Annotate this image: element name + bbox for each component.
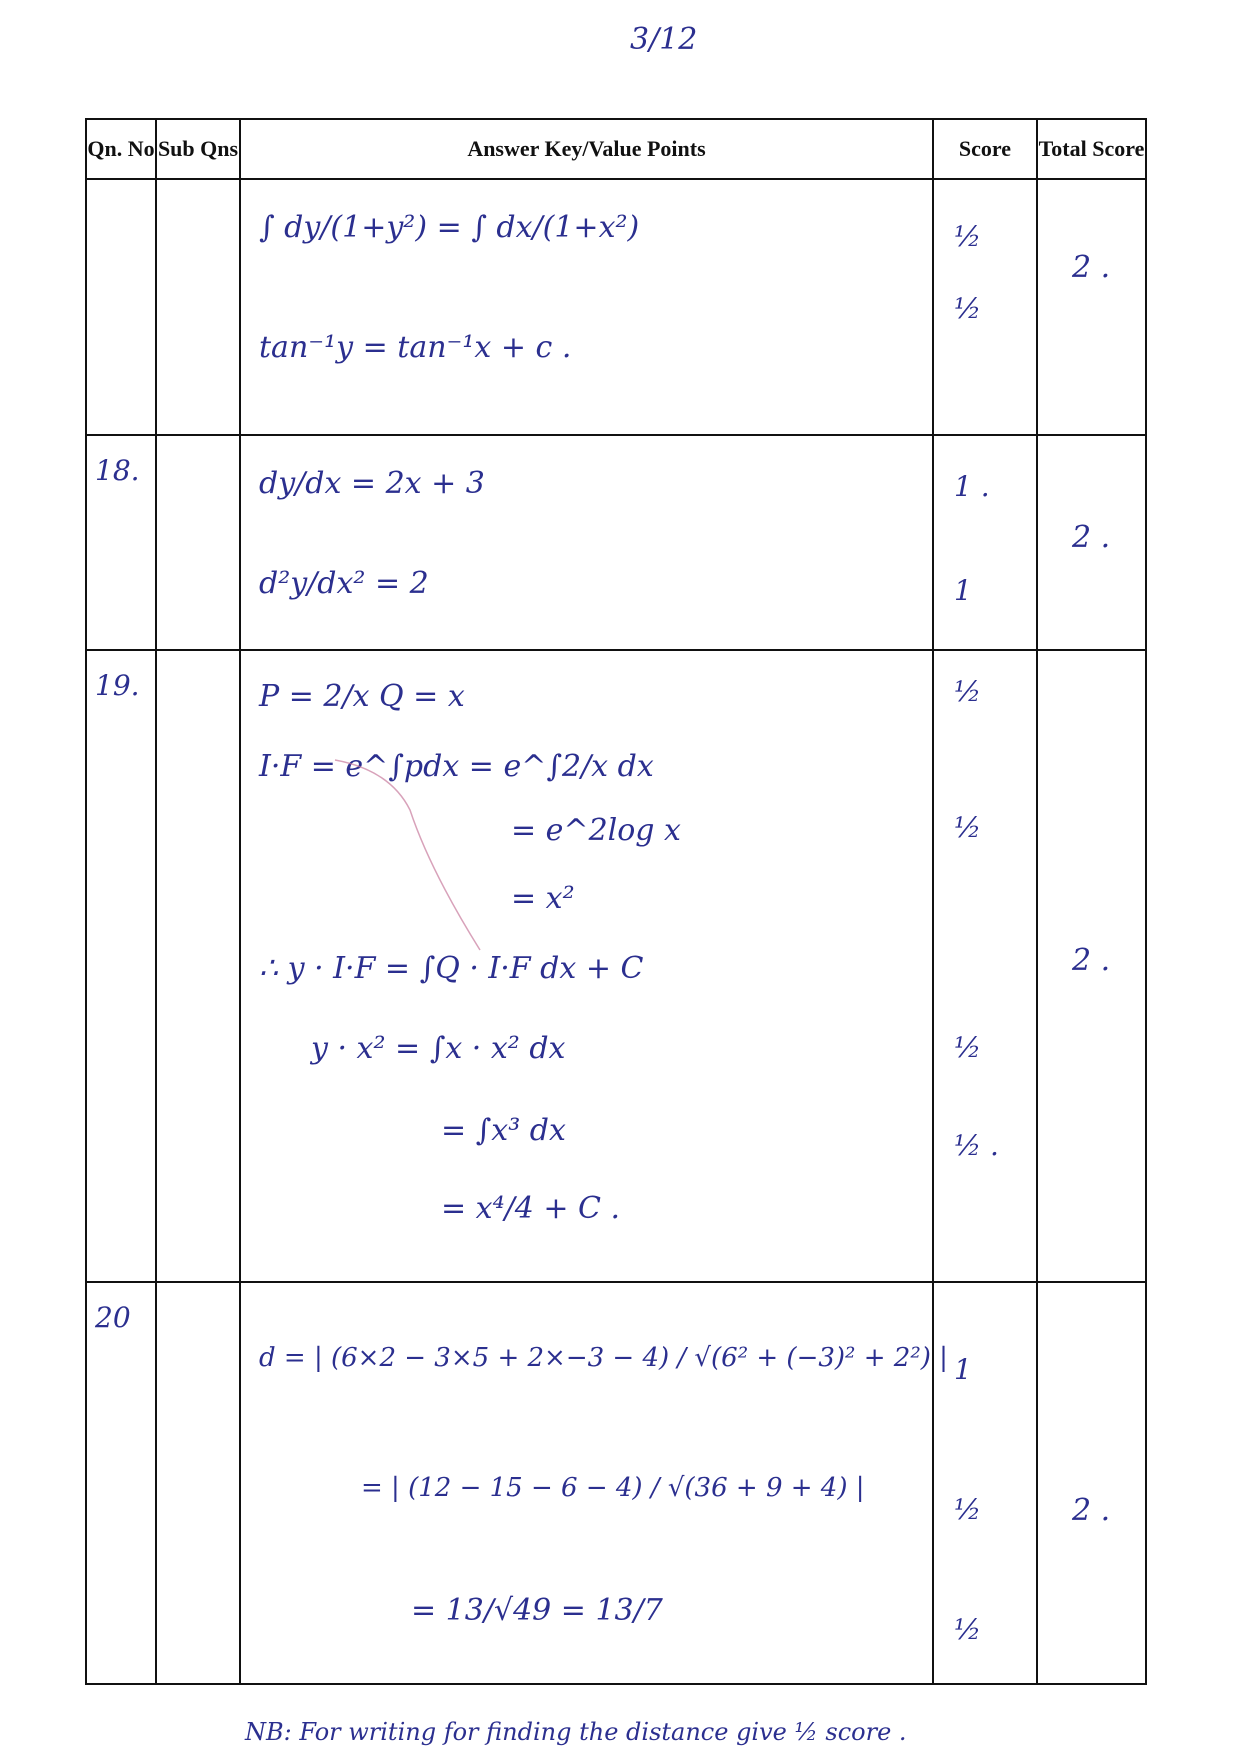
header-total-score: Total Score bbox=[1037, 119, 1146, 179]
header-answer-key: Answer Key/Value Points bbox=[240, 119, 933, 179]
answer-line: P = 2/x Q = x bbox=[259, 679, 465, 714]
question-number: 18. bbox=[95, 454, 140, 487]
answer-line: y · x² = ∫x · x² dx bbox=[311, 1031, 566, 1066]
answer-line: I·F = e^∫pdx = e^∫2/x dx bbox=[259, 749, 654, 784]
score-value: 1 bbox=[954, 574, 972, 607]
total-score-value: 2 . bbox=[1072, 943, 1111, 978]
header-sub-qns: Sub Qns bbox=[156, 119, 240, 179]
answer-line: ∫ dy/(1+y²) = ∫ dx/(1+x²) bbox=[259, 210, 640, 245]
answer-line: = 13/√49 = 13/7 bbox=[411, 1593, 663, 1628]
answer-line: d = | (6×2 − 3×5 + 2×−3 − 4) / √(6² + (−3)² + 2²) | bbox=[259, 1343, 948, 1373]
score-value: 1 . bbox=[954, 470, 990, 503]
question-number: 20 bbox=[95, 1301, 131, 1334]
answer-line: d²y/dx² = 2 bbox=[259, 566, 429, 601]
table-row bbox=[86, 179, 1146, 435]
total-score-value: 2 . bbox=[1072, 250, 1111, 285]
page-number: 3/12 bbox=[630, 22, 698, 57]
score-value: ½ bbox=[954, 1493, 982, 1526]
score-value: ½ bbox=[954, 675, 982, 708]
total-score-value: 2 . bbox=[1072, 1493, 1111, 1528]
score-value: ½ bbox=[954, 811, 982, 844]
answer-line: dy/dx = 2x + 3 bbox=[259, 466, 485, 501]
score-value: ½ bbox=[954, 220, 982, 253]
score-value: ½ bbox=[954, 1613, 982, 1646]
answer-line: tan⁻¹y = tan⁻¹x + c . bbox=[259, 330, 572, 365]
total-score-value: 2 . bbox=[1072, 520, 1111, 555]
answer-line: = e^2log x bbox=[511, 813, 681, 848]
header-score: Score bbox=[933, 119, 1037, 179]
table-row bbox=[86, 435, 1146, 650]
score-value: ½ bbox=[954, 292, 982, 325]
answer-line: ∴ y · I·F = ∫Q · I·F dx + C bbox=[259, 951, 644, 986]
answer-key-table bbox=[85, 118, 1147, 1685]
header-qn-no: Qn. No bbox=[86, 119, 156, 179]
table-row bbox=[86, 650, 1146, 1282]
answer-line: = x⁴/4 + C . bbox=[441, 1191, 621, 1226]
footnote: NB: For writing for finding the distance give ½ score . bbox=[245, 1718, 907, 1746]
answer-line: = | (12 − 15 − 6 − 4) / √(36 + 9 + 4) | bbox=[361, 1473, 865, 1503]
answer-line: = x² bbox=[511, 881, 575, 916]
question-number: 19. bbox=[95, 669, 140, 702]
score-value: ½ bbox=[954, 1031, 982, 1064]
table-header-row bbox=[86, 119, 1146, 179]
answer-line: = ∫x³ dx bbox=[441, 1113, 566, 1148]
score-value: ½ . bbox=[954, 1129, 999, 1162]
table-row bbox=[86, 1282, 1146, 1684]
score-value: 1 bbox=[954, 1353, 972, 1386]
